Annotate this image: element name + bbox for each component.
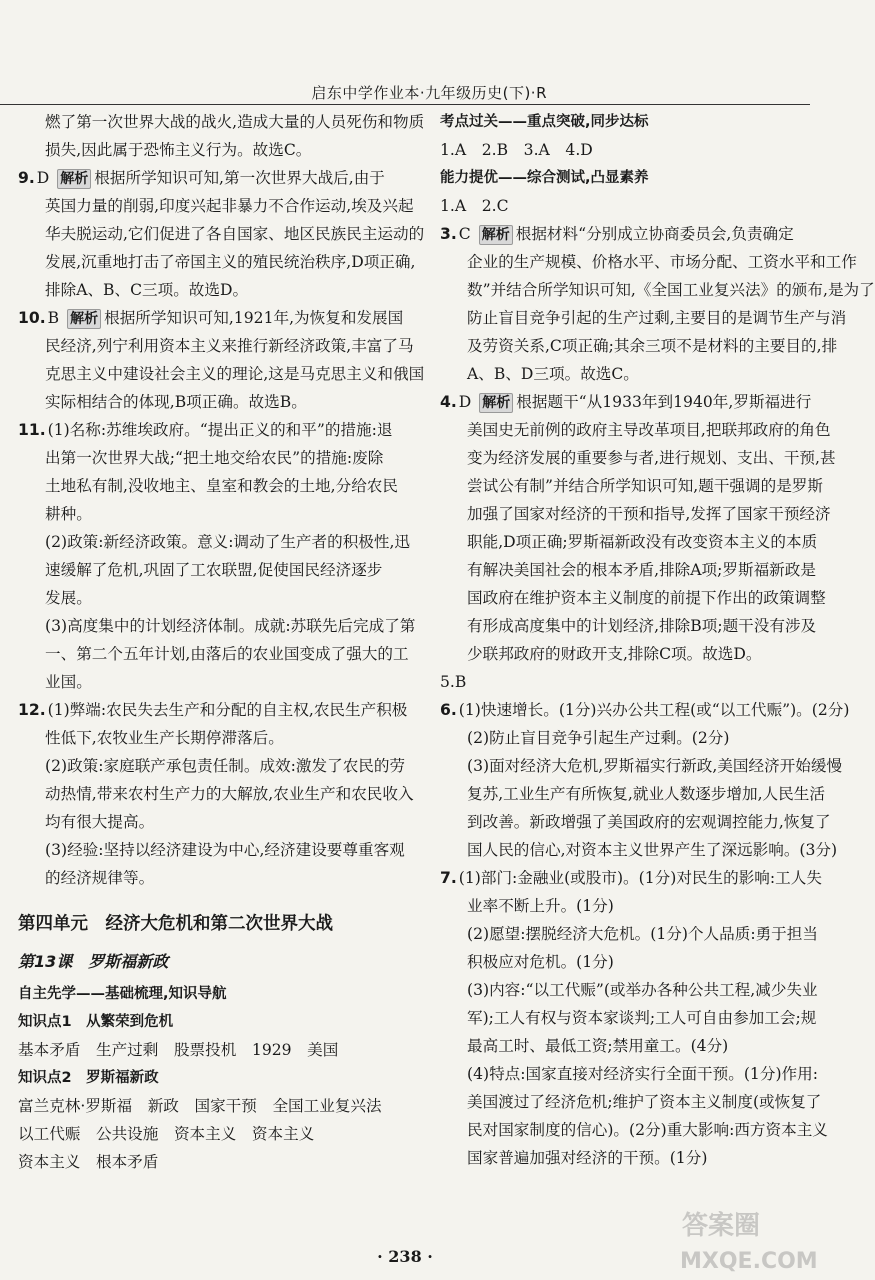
line-text: 美国史无前例的政府主导改革项目,把联邦政府的角色 — [467, 421, 831, 439]
line-text: 业率不断上升。(1分) — [467, 897, 614, 915]
answer-line — [440, 668, 820, 696]
line-text: 美国渡过了经济危机;维护了资本主义制度(或恢复了 — [467, 1093, 822, 1111]
line-text: 企业的生产规模、价格水平、市场分配、工资水平和工作 — [467, 253, 857, 271]
line-text: 最高工时、最低工资;禁用童工。(4分) — [467, 1037, 729, 1055]
answer-line — [18, 752, 412, 780]
answer-line — [18, 724, 412, 752]
line-text: 损失,因此属于恐怖主义行为。故选C。 — [45, 141, 312, 159]
answer-line — [18, 668, 412, 696]
line-text: 复苏,工业生产有所恢复,就业人数逐步增加,人民生活 — [467, 785, 825, 803]
line-text: 一、第二个五年计划,由落后的农业国变成了强大的工 — [45, 645, 409, 663]
line-text: (2)防止盲目竞争引起生产过剩。(2分) — [467, 729, 730, 747]
answer-line — [440, 276, 875, 304]
answer-line — [440, 248, 857, 276]
answer-line — [440, 640, 820, 668]
line-text: 业国。 — [45, 673, 92, 691]
header-title: 启东中学作业本·九年级历史(下)·R — [311, 84, 547, 102]
answer-line — [440, 892, 820, 920]
answer-line — [18, 864, 412, 892]
line-text: 变为经济发展的重要参与者,进行规划、支出、干预,甚 — [467, 449, 836, 467]
answer-line — [440, 1144, 820, 1172]
line-text: 根据材料“分别成立协商委员会,负责确定 — [515, 225, 794, 243]
line-text: 根据所学知识可知,1921年,为恢复和发展国 — [104, 309, 404, 327]
line-text: 国人民的信心,对资本主义世界产生了深远影响。(3分) — [467, 841, 838, 859]
answer-line — [18, 808, 412, 836]
answer-choice: D — [458, 393, 472, 411]
answer-line — [440, 920, 820, 948]
line-text: 发展。 — [45, 589, 92, 607]
line-text: 的经济规律等。 — [45, 869, 155, 887]
answer-line — [440, 1060, 820, 1088]
right-column — [440, 108, 875, 1172]
line-text: (1)弊端:农民失去生产和分配的自主权,农民生产积极 — [47, 701, 408, 719]
answer-line — [18, 444, 412, 472]
line-text: (1)快速增长。(1分)兴办公共工程(或“以工代赈”)。(2分) — [458, 701, 850, 719]
line-text: 有形成高度集中的计划经济,排除B项;题干没有涉及 — [467, 617, 817, 635]
line-text: 1.A 2.C — [440, 197, 509, 215]
section-heading: 能力提优——综合测试,凸显素养 — [440, 170, 649, 186]
answer-line — [18, 1036, 412, 1064]
lesson-heading: 第13课 罗斯福新政 — [18, 952, 169, 971]
answer-line — [18, 640, 412, 668]
answer-line — [18, 164, 412, 192]
answer-line — [440, 220, 820, 248]
line-text: 积极应对危机。(1分) — [467, 953, 614, 971]
line-text: 数”并结合所学知识可知,《全国工业复兴法》的颁布,是为了 — [467, 281, 875, 299]
answer-line — [440, 192, 820, 220]
answer-line — [18, 528, 412, 556]
line-text: 富兰克林·罗斯福 新政 国家干预 全国工业复兴法 — [18, 1097, 382, 1115]
answer-line — [18, 1120, 412, 1148]
line-text: 有解决美国社会的根本矛盾,排除A项;罗斯福新政是 — [467, 561, 816, 579]
line-text: 根据所学知识可知,第一次世界大战后,由于 — [94, 169, 385, 187]
answer-line — [440, 1004, 820, 1032]
line-text: 到改善。新政增强了美国政府的宏观调控能力,恢复了 — [467, 813, 831, 831]
line-text: (1)部门:金融业(或股市)。(1分)对民生的影响:工人失 — [458, 869, 822, 887]
answer-line — [440, 528, 820, 556]
page-number: · 238 · — [377, 1247, 433, 1266]
analysis-tag: 解析 — [479, 393, 513, 413]
line-text: 发展,沉重地打击了帝国主义的殖民统治秩序,D项正确, — [45, 253, 416, 271]
answer-line — [18, 332, 412, 360]
answer-line — [18, 1092, 412, 1120]
answer-line — [440, 612, 820, 640]
line-text: 及劳资关系,C项正确;其余三项不是材料的主要目的,排 — [467, 337, 838, 355]
answer-line — [440, 808, 831, 836]
question-number: 7. — [440, 869, 457, 887]
answer-line — [18, 388, 412, 416]
question-number: 4. — [440, 393, 457, 411]
line-text: 加强了国家对经济的干预和指导,发挥了国家干预经济 — [467, 505, 831, 523]
answer-line — [440, 360, 820, 388]
line-text: 土地私有制,没收地主、皇室和教会的土地,分给农民 — [45, 477, 398, 495]
answer-line — [440, 752, 843, 780]
line-text: 防止盲目竞争引起的生产过剩,主要目的是调节生产与消 — [467, 309, 847, 327]
line-text: 根据题干“从1933年到1940年,罗斯福进行 — [516, 393, 812, 411]
answer-line — [18, 108, 425, 136]
line-text: 5.B — [440, 673, 467, 691]
section-heading: 知识点1 从繁荣到危机 — [18, 1014, 174, 1030]
watermark-line1: 答案圈 — [682, 1211, 761, 1241]
answer-line — [18, 220, 425, 248]
section-heading: 考点过关——重点突破,同步达标 — [440, 114, 649, 130]
line-text: (2)愿望:摆脱经济大危机。(1分)个人品质:勇于担当 — [467, 925, 818, 943]
answer-line — [18, 584, 412, 612]
answer-line — [18, 472, 412, 500]
answer-line — [18, 276, 412, 304]
analysis-tag: 解析 — [57, 169, 91, 189]
answer-line — [440, 1032, 820, 1060]
answer-line — [440, 332, 838, 360]
line-text: 民经济,列宁利用资本主义来推行新经济政策,丰富了马 — [45, 337, 414, 355]
line-text: (2)政策:新经济政策。意义:调动了生产者的积极性,迅 — [45, 533, 411, 551]
left-column — [18, 108, 425, 1176]
line-text: 动热情,带来农村生产力的大解放,农业生产和农民收入 — [45, 785, 414, 803]
line-text: 尝试公有制”并结合所学知识可知,题干强调的是罗斯 — [467, 477, 823, 495]
answer-line — [440, 780, 825, 808]
line-text: 燃了第一次世界大战的战火,造成大量的人员死伤和物质 — [45, 113, 425, 131]
answer-choice: C — [458, 225, 471, 243]
answer-line — [440, 948, 820, 976]
answer-line — [18, 500, 412, 528]
answer-line — [18, 780, 412, 808]
answer-line — [440, 724, 820, 752]
answer-line — [440, 584, 826, 612]
line-text: 1.A 2.B 3.A 4.D — [440, 141, 593, 159]
page-header — [0, 82, 810, 104]
answer-line — [440, 136, 820, 164]
line-text: 以工代赈 公共设施 资本主义 资本主义 — [18, 1125, 315, 1143]
question-number: 10. — [18, 309, 46, 327]
answer-line — [440, 444, 836, 472]
answer-line — [440, 472, 823, 500]
unit-heading: 第四单元 经济大危机和第二次世界大战 — [18, 914, 333, 934]
watermark-line2: MXQE.COM — [680, 1249, 818, 1274]
answer-line — [440, 836, 838, 864]
question-number: 11. — [18, 421, 46, 439]
question-number: 3. — [440, 225, 457, 243]
answer-choice: D — [36, 169, 50, 187]
line-text: 华夫脱运动,它们促进了各自国家、地区民族民主运动的 — [45, 225, 425, 243]
line-text: (4)特点:国家直接对经济实行全面干预。(1分)作用: — [467, 1065, 818, 1083]
section-heading: 知识点2 罗斯福新政 — [18, 1070, 159, 1086]
section-heading: 自主先学——基础梳理,知识导航 — [18, 986, 227, 1002]
answer-line — [18, 248, 416, 276]
line-text: 基本矛盾 生产过剩 股票投机 1929 美国 — [18, 1041, 339, 1059]
analysis-tag: 解析 — [67, 309, 101, 329]
line-text: A、B、D三项。故选C。 — [467, 365, 639, 383]
answer-line — [18, 304, 412, 332]
line-text: (3)面对经济大危机,罗斯福实行新政,美国经济开始缓慢 — [467, 757, 843, 775]
answer-line — [18, 360, 425, 388]
line-text: 民对国家制度的信心)。(2分)重大影响:西方资本主义 — [467, 1121, 828, 1139]
answer-line — [18, 1148, 412, 1176]
line-text: 均有很大提高。 — [45, 813, 155, 831]
answer-line — [18, 556, 412, 584]
line-text: 耕种。 — [45, 505, 92, 523]
answer-line — [440, 864, 820, 892]
answer-line — [440, 976, 820, 1004]
answer-line — [18, 192, 412, 220]
line-text: 职能,D项正确;罗斯福新政没有改变资本主义的本质 — [467, 533, 818, 551]
line-text: 英国力量的削弱,印度兴起非暴力不合作运动,埃及兴起 — [45, 197, 414, 215]
question-number: 9. — [18, 169, 35, 187]
line-text: (3)内容:“以工代赈”(或举办各种公共工程,减少失业 — [467, 981, 818, 999]
line-text: 出第一次世界大战;“把土地交给农民”的措施:废除 — [45, 449, 384, 467]
watermark-logo — [676, 1204, 818, 1276]
answer-line — [18, 612, 416, 640]
question-number: 12. — [18, 701, 46, 719]
answer-line — [440, 1116, 828, 1144]
analysis-tag: 解析 — [479, 225, 513, 245]
answer-line — [440, 304, 847, 332]
header-rule — [0, 104, 810, 105]
line-text: 速缓解了危机,巩固了工农联盟,促使国民经济逐步 — [45, 561, 383, 579]
answer-line — [18, 696, 412, 724]
line-text: 国家普遍加强对经济的干预。(1分) — [467, 1149, 708, 1167]
line-text: (2)政策:家庭联产承包责任制。成效:激发了农民的劳 — [45, 757, 406, 775]
line-text: (1)名称:苏维埃政府。“提出正义的和平”的措施:退 — [47, 421, 393, 439]
line-text: 资本主义 根本矛盾 — [18, 1153, 159, 1171]
answer-line — [440, 696, 850, 724]
answer-line — [440, 416, 831, 444]
line-text: (3)高度集中的计划经济体制。成就:苏联先后完成了第 — [45, 617, 416, 635]
line-text: (3)经验:坚持以经济建设为中心,经济建设要尊重客观 — [45, 841, 405, 859]
line-text: 实际相结合的体现,B项正确。故选B。 — [45, 393, 307, 411]
line-text: 国政府在维护资本主义制度的前提下作出的政策调整 — [467, 589, 826, 607]
answer-line — [440, 556, 820, 584]
answer-line — [18, 416, 412, 444]
question-number: 6. — [440, 701, 457, 719]
line-text: 少联邦政府的财政开支,排除C项。故选D。 — [467, 645, 762, 663]
answer-line — [440, 500, 831, 528]
line-text: 克思主义中建设社会主义的理论,这是马克思主义和俄国 — [45, 365, 425, 383]
line-text: 军);工人有权与资本家谈判;工人可自由参加工会;规 — [467, 1009, 817, 1027]
line-text: 性低下,农牧业生产长期停滞落后。 — [45, 729, 284, 747]
line-text: 排除A、B、C三项。故选D。 — [45, 281, 249, 299]
answer-line — [18, 836, 412, 864]
answer-line — [18, 136, 412, 164]
answer-choice: B — [47, 309, 60, 327]
answer-line — [440, 388, 820, 416]
answer-line — [440, 1088, 820, 1116]
